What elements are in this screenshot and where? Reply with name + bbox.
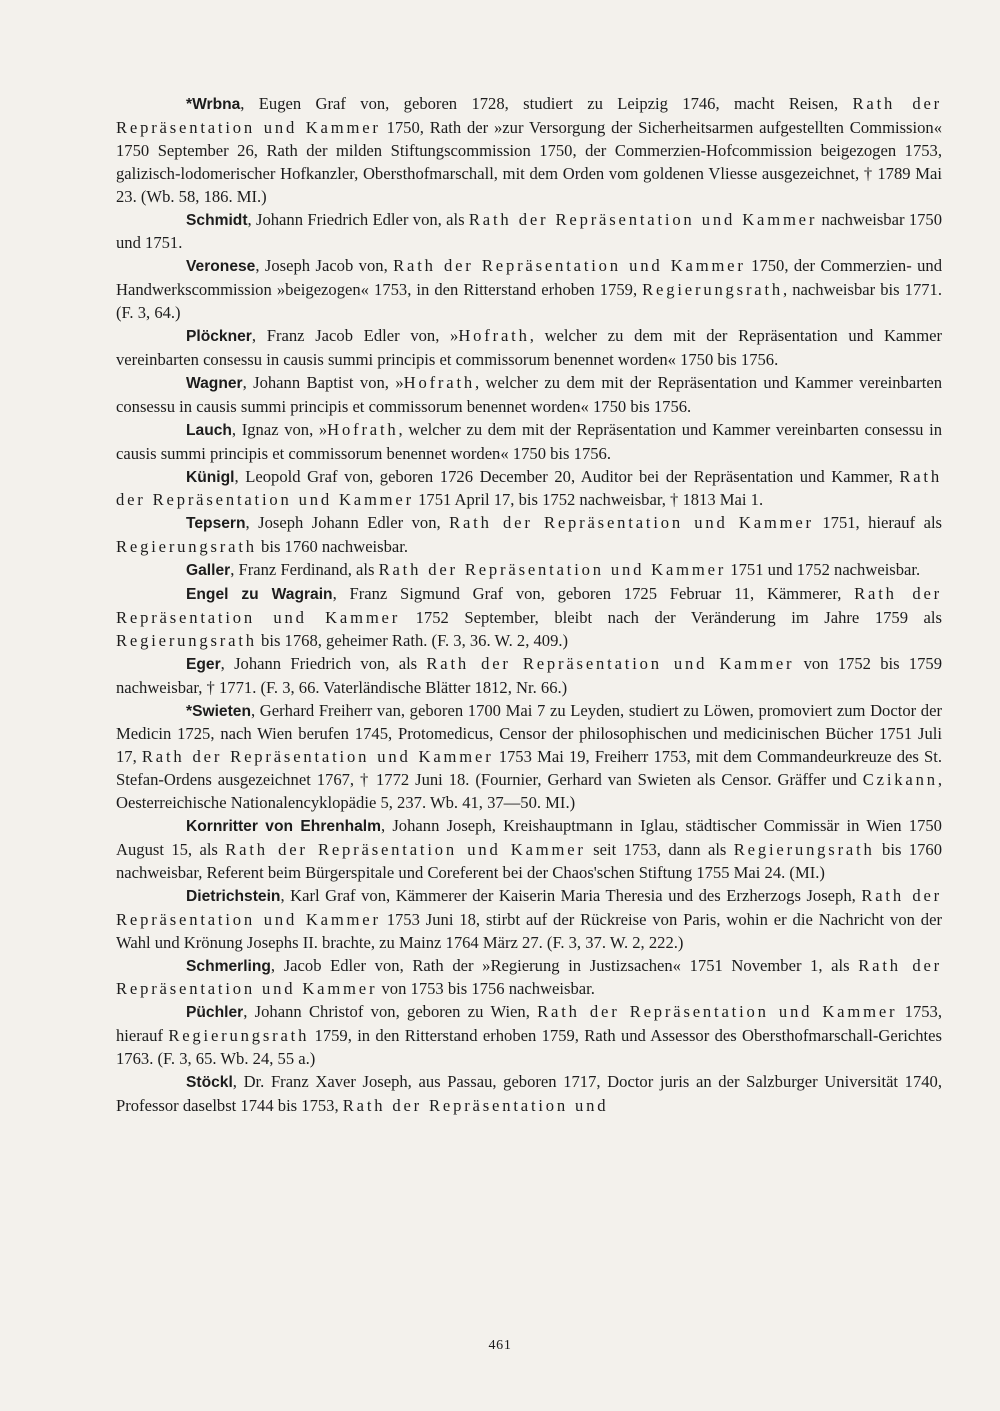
entry-text: bis 1760 nachweisbar, Referent beim Bürgerspitale und Coreferent bei der Chaos'schen Stiftung 1755 Mai 24. (MI.) [116, 840, 942, 882]
entry-text: 1752 September, bleibt nach der Veränderung im Jahre 1759 als [400, 607, 942, 627]
entry-name: Püchler [186, 1004, 244, 1022]
spaced-term: Rath der Repräsentation und Kammer [378, 560, 727, 580]
entry-name: Künigl [186, 468, 235, 486]
spaced-term: Rath der Repräsentation und Kammer [141, 747, 494, 767]
spaced-term: Rath der Repräsentation und Kammer [426, 653, 795, 673]
entry-name: Schmidt [186, 211, 248, 229]
spaced-term: Hofrath [403, 372, 475, 392]
entry-text: , Karl Graf von, Kämmerer der Kaiserin Maria Theresia und des Erzherzogs Joseph, [280, 885, 862, 905]
biographical-entry [116, 325, 942, 372]
spaced-term: Regierungsrath [116, 537, 257, 557]
entry-text: nachweisbar 1750 und 1751. [116, 209, 943, 253]
entry-text: , Franz Jacob Edler von, » [251, 326, 459, 346]
entry-text: von 1753 bis 1756 nachweisbar. [377, 979, 595, 999]
entry-text: , welcher zu dem mit der Repräsentation und Kammer vereinbarten consessu in causis summi principis et commissorum benennet worden« 1750 bis 1756. [116, 326, 942, 369]
spaced-term: Rath der Repräsentation und Kammer [116, 466, 942, 510]
biographical-entry [116, 512, 942, 559]
entry-name: Lauch [186, 421, 232, 439]
entry-text: , nachweisbar bis 1771. (F. 3, 64.) [116, 280, 942, 323]
entry-text: 1753 Mai 19, Freiherr 1753, mit dem Commandeurkreuze des St. Stefan-Ordens ausgezeichnet 1767, † 1772 Juni 18. (Fournier, Gerhard van Swieten als Censor. Gräffer und [116, 747, 943, 790]
entry-text: , Gerhard Freiherr van, geboren 1700 Mai 7 zu Leyden, studiert zu Löwen, promoviert zum Doctor der Medicin 1725, nach Wien berufen 1745, Protomedicus, Censor der philosophischen und medicinischen Bücher 1751 Juli 17, [116, 700, 942, 767]
spaced-term: Hofrath [327, 419, 399, 439]
entry-text: , Johann Joseph, Kreishauptmann in Iglau, städtischer Commissär in Wien 1750 August 15, als [116, 816, 942, 859]
spaced-term: Rath der Repräsentation und Kammer [116, 584, 942, 627]
entry-text: 1759, in den Ritterstand erhoben 1759, Rath und Assessor des Obersthofmarschall-Gerichtes 1763. (F. 3, 65. Wb. 24, 55 a.) [116, 1026, 942, 1069]
spaced-term: Rath der Repräsentation und [342, 1095, 609, 1115]
biographical-entry [116, 815, 942, 885]
spaced-term: Regierungsrath [642, 280, 784, 300]
entry-name: Plöckner [186, 328, 252, 346]
biographical-entry [116, 559, 942, 583]
biographical-entry [116, 1071, 942, 1118]
entry-text: , Jacob Edler von, Rath der »Regierung in Justizsachen« 1751 November 1, als [270, 955, 859, 975]
entry-text: bis 1768, geheimer Rath. (F. 3, 36. W. 2, 409.) [256, 630, 569, 650]
entry-text: 1751 April 17, bis 1752 nachweisbar, † 1813 Mai 1. [413, 490, 764, 510]
entry-text: , Franz Ferdinand, als [230, 560, 379, 580]
entry-text: , Franz Sigmund Graf von, geboren 1725 Februar 11, Kämmerer, [332, 584, 855, 604]
entry-text: 1750, Rath der »zur Versorgung der Sicherheitsarmen aufgestellten Commission« 1750 September 26, Rath der milden Stiftungscommission 1750, der Commerzien-Hofcommission beigezogen 1753, galizisch-lodomerischer Hofkanzler, Obersthofmarschall, mit dem Orden vom goldenen Vliesse ausgezeichnet, † 1789 Mai 23. (Wb. 58, 186. MI.) [116, 117, 942, 206]
spaced-term: Rath der Repräsentation und Kammer [225, 840, 586, 859]
spaced-term: Regierungsrath [168, 1026, 310, 1046]
entry-name: Veronese [186, 258, 256, 276]
page-number: 461 [488, 1338, 512, 1353]
entry-text: , Johann Friedrich von, als [220, 653, 427, 673]
biographical-entry [116, 955, 942, 1002]
spaced-term: Rath der Repräsentation und Kammer [449, 513, 814, 533]
entry-text: 1753, hierauf [116, 1002, 943, 1046]
spaced-term: Regierungsrath [116, 630, 257, 650]
spaced-term: Rath der Repräsentation und Kammer [116, 885, 942, 929]
entry-text: von 1752 bis 1759 nachweisbar, † 1771. (F. 3, 66. Vaterländische Blätter 1812, Nr. 66.) [116, 653, 942, 697]
entry-text: , Joseph Jacob von, [255, 256, 394, 276]
entry-text: , welcher zu dem mit der Repräsentation und Kammer vereinbarten consessu in causis summi principis et commissorum benennet worden« 1750 bis 1756. [116, 372, 943, 416]
entry-name: *Swieten [186, 702, 251, 720]
entry-text: , Ignaz von, » [231, 419, 328, 439]
entry-name: Wagner [186, 374, 243, 392]
entry-name: Eger [186, 655, 221, 673]
entry-text: bis 1760 nachweisbar. [256, 537, 409, 557]
spaced-term: Rath der Repräsentation und Kammer [116, 955, 942, 999]
entry-name: Kornritter von Ehrenhalm [186, 818, 381, 836]
biographical-entry [116, 583, 942, 653]
biographical-entry [116, 466, 942, 513]
entry-text: , Leopold Graf von, geboren 1726 December 20, Auditor bei der Repräsentation und Kammer, [234, 466, 900, 486]
biographical-entry [116, 209, 942, 256]
entry-name: Stöckl [186, 1074, 233, 1092]
biographical-entry [116, 885, 942, 955]
page-text [116, 93, 942, 1118]
biographical-entry [116, 700, 942, 816]
entry-name: *Wrbna [186, 96, 241, 113]
biographical-entry [116, 419, 942, 466]
spaced-term: Rath der Repräsentation und Kammer [468, 209, 818, 229]
entry-text: 1750, der Commerzien- und Handwerkscommission »beigezogen« 1753, in den Ritterstand erhoben 1759, [116, 256, 943, 300]
biographical-entry [116, 1001, 942, 1071]
biographical-entry [116, 93, 942, 209]
spaced-term: Czikann [862, 770, 938, 790]
spaced-term: Rath der Repräsentation und Kammer [116, 94, 942, 137]
entry-text: , Johann Baptist von, » [242, 372, 404, 392]
biographical-entry [116, 372, 942, 419]
spaced-term: Regierungsrath [733, 840, 875, 859]
biographical-entry [116, 255, 942, 325]
biographical-entry [116, 653, 942, 700]
entry-text: , Johann Friedrich Edler von, als [247, 209, 469, 229]
spaced-term: Rath der Repräsentation und Kammer [537, 1002, 898, 1022]
entry-text: , welcher zu dem mit der Repräsentation und Kammer vereinbarten consessu in causis summi principis et commissorum benennet worden« 1750 bis 1756. [116, 419, 943, 463]
entry-text: , Oesterreichische Nationalencyklopädie 5, 237. Wb. 41, 37—50. MI.) [116, 770, 942, 813]
entry-text: , Dr. Franz Xaver Joseph, aus Passau, geboren 1717, Doctor juris an der Salzburger Universität 1740, Professor daselbst 1744 bis 1753, [116, 1072, 942, 1115]
entry-name: Tepsern [186, 515, 246, 533]
spaced-term: Hofrath [458, 326, 530, 346]
entry-text: seit 1753, dann als [585, 840, 734, 859]
entry-text: , Johann Christof von, geboren zu Wien, [243, 1002, 538, 1022]
entry-name: Schmerling [186, 957, 271, 975]
entry-text: 1751, hierauf als [813, 513, 943, 533]
spaced-term: Rath der Repräsentation und Kammer [393, 256, 746, 276]
entry-name: Galler [186, 562, 231, 580]
entry-text: , Joseph Johann Edler von, [245, 513, 450, 533]
entry-name: Dietrichstein [186, 887, 281, 905]
entry-text: , Eugen Graf von, geboren 1728, studiert zu Leipzig 1746, macht Reisen, [240, 94, 853, 113]
entry-name: Engel zu Wagrain [186, 586, 333, 604]
entry-text: 1753 Juni 18, stirbt auf der Rückreise von Paris, wohin er die Nachricht von der Wahl und Krönung Josephs II. brachte, zu Mainz 1764 März 27. (F. 3, 37. W. 2, 222.) [116, 909, 942, 952]
entry-text: 1751 und 1752 nachweisbar. [726, 560, 921, 580]
